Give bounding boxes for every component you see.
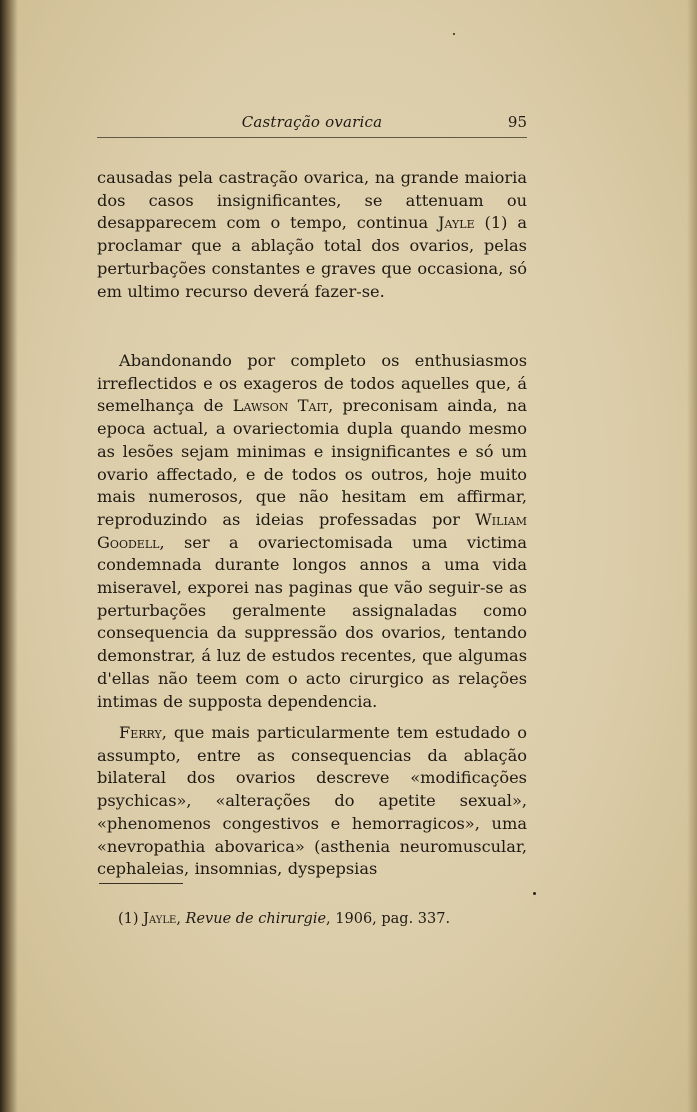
- paragraph-text: (1) a proclamar que a ablação total dos ovarios, pelas perturbações constantes e graves que occasiona, só em ultimo recurso deverá fazer-se.: [97, 213, 527, 301]
- paragraph-text: Abandonando por completo os enthusiasmos irreflectidos e os exageros de todos aquelles que, á semelhança de: [97, 351, 527, 416]
- paragraph-1: [97, 167, 527, 303]
- small-caps-name: Jayle: [438, 213, 475, 233]
- running-header: [97, 113, 527, 141]
- paragraph-text: , que mais particularmente tem estudado o assumpto, entre as consequencias da ablação bilateral dos ovarios descreve «modificações psychicas», «alterações do apetite sexual», «phenomenos congestivos e hemorragicos», uma «nevropathia abovarica» (asthenia neuromuscular, cephaleias, insomnias, dyspepsias: [97, 723, 527, 879]
- header-rule: [97, 137, 527, 138]
- book-gutter-shadow: [0, 0, 18, 1112]
- footnote-details: , 1906, pag. 337.: [326, 911, 451, 927]
- paragraph-text: , ser a ovariectomisada uma victima condemnada durante longos annos a uma vida miseravel, exporei nas paginas que vão seguir-se as perturbações geralmente assignaladas como consequencia da suppressão dos ovarios, tentando demonstrar, á luz de estudos recentes, que algumas d'ellas não teem com o acto cirurgico as relações intimas de supposta dependencia.: [97, 532, 527, 711]
- footnote: [118, 909, 450, 929]
- footnote-rule: [99, 883, 183, 884]
- paragraph-3: [97, 722, 527, 881]
- footnote-comma: ,: [176, 911, 186, 927]
- paragraph-2: [97, 350, 527, 713]
- page-number: 95: [507, 113, 527, 131]
- page-edge: [687, 0, 697, 1112]
- footnote-journal: Revue de chirurgie: [185, 911, 327, 927]
- footnote-marker: (1): [118, 911, 139, 927]
- paragraph-text: causadas pela castração ovarica, na grande maioria dos casos insignificantes, se attenuam ou desapparecem com o tempo, continua: [97, 168, 527, 233]
- footnote-author: Jayle: [143, 911, 177, 927]
- print-speck: [533, 892, 536, 895]
- paragraph-text: , preconisam ainda, na epoca actual, a ovariectomia dupla quando mesmo as lesões sejam minimas e insignificantes e só um ovario affectado, e de todos os outros, hoje muito mais numerosos, que não hesitam em affirmar, reproduzindo as ideias professadas por: [97, 396, 527, 529]
- running-title: Castração ovarica: [241, 113, 383, 131]
- small-caps-name: Ferry: [119, 723, 162, 742]
- print-speck: [453, 33, 455, 35]
- small-caps-name: Lawson Tait: [232, 396, 329, 416]
- small-caps-name: Wiliam Goodell: [97, 509, 527, 552]
